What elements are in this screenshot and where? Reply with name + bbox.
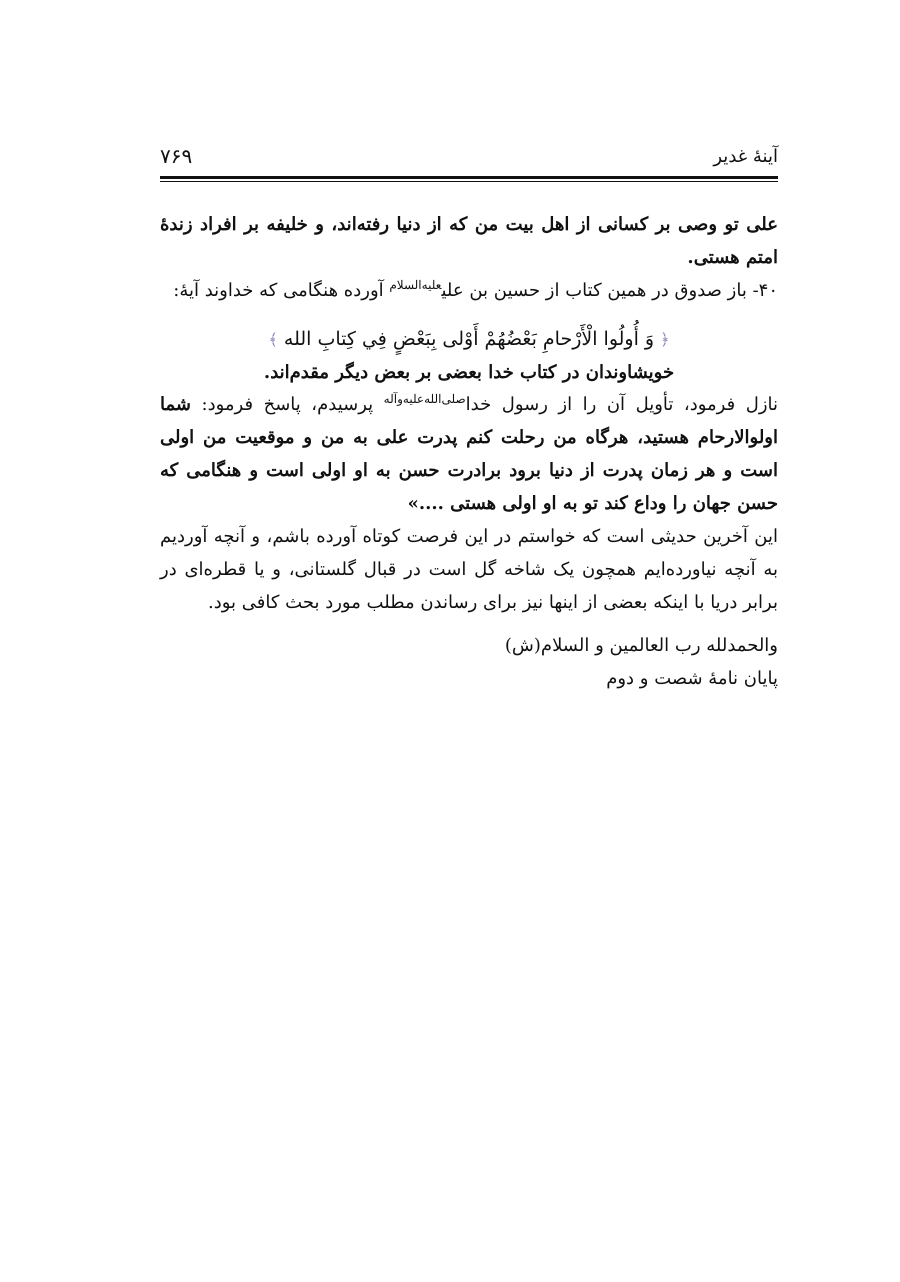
tawil-text-middle: پرسیدم، پاسخ فرمود:: [190, 394, 384, 415]
hadith-quote-paragraph: علی تو وصی بر کسانی از اهل بیت من که از دنیا رفته‌اند، و خلیفه بر افراد زندهٔ امتم هستی.: [160, 214, 778, 268]
page-number: ۷۶۹: [160, 144, 193, 168]
closing-lines: [160, 629, 778, 695]
main-text: [160, 208, 778, 619]
concluding-paragraph: این آخرین حدیثی است که خواستم در این فرصت کوتاه آورده باشم، و آنچه آوردیم به آنچه نیاورده‌ایم همچون یک شاخه گل است در قبال گلستانی، و یا قطره‌ای در برابر دریا با اینکه بعضی از اینها نیز برای رساندن مطلب مورد بحث کافی بود.: [160, 526, 778, 613]
verse-text: وَ أُولُوا الْأَرْحامِ بَعْضُهُمْ أَوْلى بِبَعْضٍ فِي كِتابِ الله: [283, 328, 655, 350]
quran-verse: [160, 321, 778, 358]
page-content: [160, 140, 778, 695]
verse-translation: خویشاوندان در کتاب خدا بعضی بر بعض دیگر مقدم‌اند.: [263, 362, 675, 383]
tawil-paragraph: [160, 388, 778, 520]
narration-text-end: آورده هنگامی که خداوند آیهٔ:: [173, 280, 390, 301]
closing-line-hamd: والحمدلله رب العالمین و السلام(ش): [504, 635, 778, 656]
closing-line-end: پایان نامهٔ شصت و دوم: [606, 668, 778, 689]
header-rule-thick: [160, 176, 778, 179]
honorific-ligature: علیه‌السلام: [389, 278, 442, 292]
verse-open-bracket: ﴿: [660, 330, 670, 349]
tawil-answer-bold: شما اولوالارحام هستید، هرگاه من رحلت کنم پدرت علی به من و موقعیت من اولی است و هر زمان پدرت از دنیا برود برادرت حسن به او اولی است و هنگامی که حسن جهان را وداع کند تو به او اولی هستی ....»: [160, 394, 778, 514]
tawil-text-start: نازل فرمود، تأویل آن را از رسول خدا: [465, 394, 778, 415]
book-title: آینهٔ غدیر: [713, 146, 778, 167]
header-rule-thin: [160, 181, 778, 182]
narration-text-start: ۴۰- باز صدوق در همین کتاب از حسین بن علی: [441, 280, 778, 301]
verse-close-bracket: ﴾: [268, 330, 278, 349]
narration-paragraph: [160, 274, 778, 307]
prophet-honorific-ligature: صلی‌الله‌علیه‌وآله: [383, 392, 466, 406]
running-header: [160, 140, 778, 176]
